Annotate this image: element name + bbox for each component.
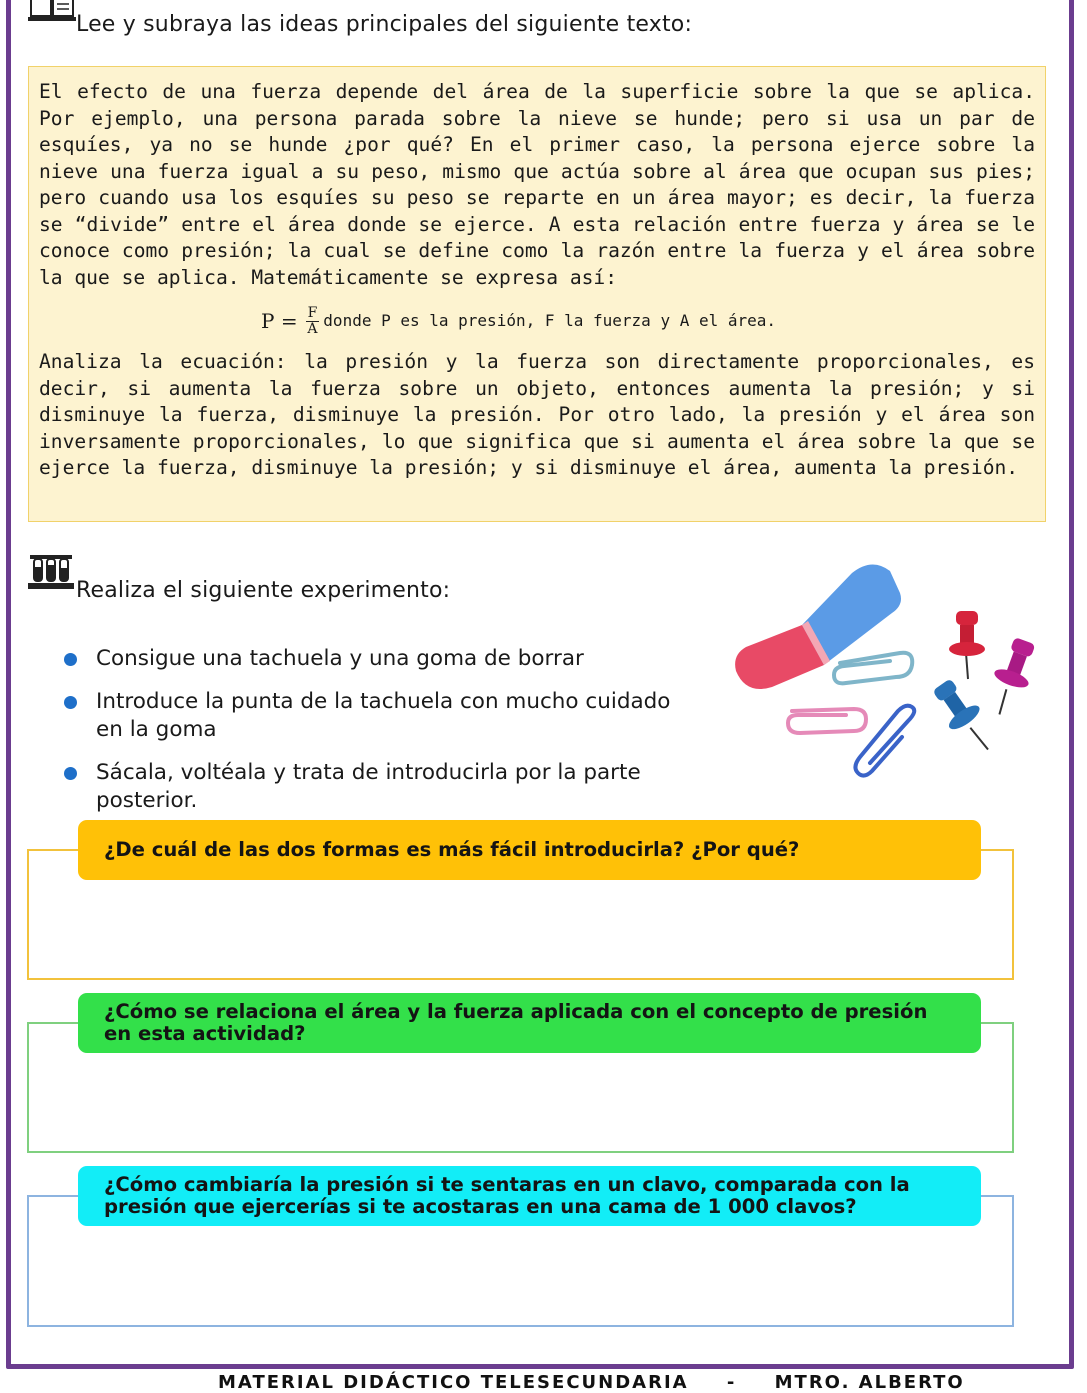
reading-paragraph-1: El efecto de una fuerza depende del área de la superficie sobre la que se aplica. Por ejemplo, una persona parada sobre la nieve se hunde; pero si usa un par de esquíes, ya no se hunde ¿por qué? En el primer caso, la persona ejerce sobre la nieve una fuerza igual a su peso, mismo que actúa sobre al área que ocupan sus pies; pero cuando usa los esquíes su peso se reparte en un área mayor; es decir, la fuerza se “divide” entre el área donde se ejerce. A esta relación entre fuerza y área se le conoce como presión; la cual se define como la razón entre la fuerza y el área sobre la que se aplica. Matemáticamente se expresa así:	[39, 80, 1035, 289]
formula-row	[39, 297, 1035, 345]
question-2: ¿Cómo se relaciona el área y la fuerza aplicada con el concepto de presión en esta actividad?	[78, 993, 981, 1053]
eraser-pushpins-paperclips-illustration	[722, 553, 1042, 788]
formula-description: donde P es la presión, F la fuerza y A el área.	[323, 310, 777, 330]
footer-separator: -	[726, 1372, 737, 1393]
pushpin-icon	[949, 611, 985, 679]
formula-fraction	[306, 306, 320, 337]
footer-left: MATERIAL DIDÁCTICO TELESECUNDARIA	[218, 1372, 689, 1393]
question-1: ¿De cuál de las dos formas es más fácil introducirla? ¿Por qué?	[78, 820, 981, 880]
reading-box	[28, 66, 1046, 522]
list-item: Introduce la punta de la tachuela con mucho cuidado en la goma	[62, 688, 702, 744]
section-title-experiment: Realiza el siguiente experimento:	[76, 578, 451, 603]
footer-right: MTRO. ALBERTO	[774, 1372, 965, 1393]
list-item: Consigue una tachuela y una goma de borrar	[62, 645, 702, 673]
footer-credit	[218, 1372, 965, 1393]
bullet-icon	[64, 696, 77, 709]
experiment-steps	[62, 645, 702, 830]
section-title-reading: Lee y subraya las ideas principales del siguiente texto:	[76, 12, 693, 37]
list-item: Sácala, voltéala y trata de introducirla por la parte posterior.	[62, 759, 702, 815]
eraser-icon	[735, 564, 901, 689]
reading-paragraph-2: Analiza la ecuación: la presión y la fuerza son directamente proporcionales, es decir, si aumenta la fuerza sobre un objeto, entonces aumenta la presión; y si disminuye la fuerza, disminuye la presión. Por otro lado, la presión y el área son inversamente proporcionales, lo que significa que si aumenta el área sobre la que se ejerce la fuerza, disminuye la presión; y si disminuye el área, aumenta la presión.	[39, 350, 1035, 479]
open-book-icon	[28, 0, 76, 24]
formula-numerator: F	[307, 304, 318, 321]
test-tubes-icon	[28, 553, 74, 593]
formula-lhs: P =	[261, 308, 298, 333]
bullet-icon	[64, 767, 77, 780]
pressure-formula	[261, 306, 319, 337]
formula-denominator: A	[307, 320, 318, 337]
question-3: ¿Cómo cambiaría la presión si te sentaras en un clavo, comparada con la presión que ejercerías si te acostaras en una cama de 1 000 clavos?	[78, 1166, 981, 1226]
bullet-icon	[64, 653, 77, 666]
